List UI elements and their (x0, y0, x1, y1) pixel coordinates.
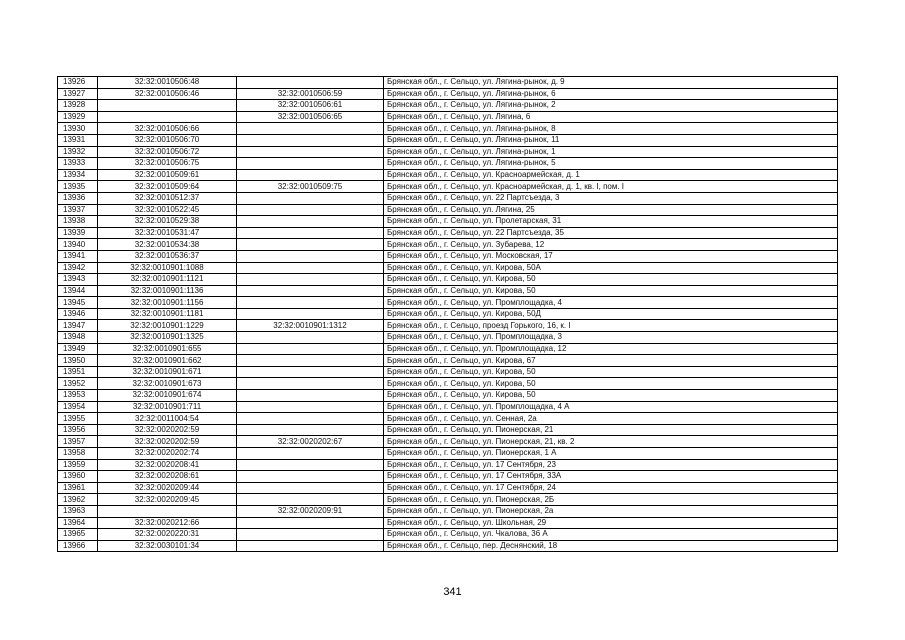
address-cell: Брянская обл., г. Сельцо, ул. Пионерская, 2а (384, 505, 838, 517)
row-number-cell: 13964 (58, 517, 98, 529)
row-number-cell: 13962 (58, 494, 98, 506)
address-cell: Брянская обл., г. Сельцо, ул. Лягина, 6 (384, 111, 838, 123)
related-cadastral-number-cell (237, 134, 384, 146)
related-cadastral-number-cell (237, 285, 384, 297)
row-number-cell: 13941 (58, 250, 98, 262)
table-row (58, 123, 838, 135)
table-row (58, 227, 838, 239)
address-cell: Брянская обл., г. Сельцо, ул. 22 Партсъезда, 35 (384, 227, 838, 239)
row-number-cell: 13948 (58, 332, 98, 344)
row-number-cell: 13960 (58, 471, 98, 483)
table-row (58, 77, 838, 89)
cadastral-number-cell: 32:32:0010531:47 (98, 227, 237, 239)
table-row (58, 134, 838, 146)
cadastral-number-cell: 32:32:0010534:38 (98, 239, 237, 251)
related-cadastral-number-cell: 32:32:0020209:91 (237, 505, 384, 517)
table-row (58, 448, 838, 460)
table-row (58, 192, 838, 204)
address-cell: Брянская обл., г. Сельцо, ул. 17 Сентября, 33А (384, 471, 838, 483)
cadastral-number-cell (98, 505, 237, 517)
cadastral-number-cell: 32:32:0020208:41 (98, 459, 237, 471)
table-row (58, 355, 838, 367)
related-cadastral-number-cell (237, 123, 384, 135)
address-cell: Брянская обл., г. Сельцо, ул. 22 Партсъезда, 3 (384, 192, 838, 204)
related-cadastral-number-cell (237, 192, 384, 204)
row-number-cell: 13951 (58, 366, 98, 378)
cadastral-number-cell: 32:32:0010901:1136 (98, 285, 237, 297)
page-number: 341 (443, 586, 462, 598)
table-row (58, 505, 838, 517)
table-row (58, 320, 838, 332)
related-cadastral-number-cell (237, 401, 384, 413)
table-row (58, 424, 838, 436)
table-row (58, 529, 838, 541)
address-cell: Брянская обл., г. Сельцо, ул. Пролетарская, 31 (384, 216, 838, 228)
address-cell: Брянская обл., г. Сельцо, ул. Кирова, 50А (384, 262, 838, 274)
table-row (58, 378, 838, 390)
registry-table-body (58, 77, 838, 552)
related-cadastral-number-cell (237, 297, 384, 309)
table-row (58, 401, 838, 413)
table-row (58, 436, 838, 448)
table-row (58, 204, 838, 216)
row-number-cell: 13959 (58, 459, 98, 471)
cadastral-number-cell (98, 100, 237, 112)
cadastral-number-cell: 32:32:0011004:54 (98, 413, 237, 425)
cadastral-number-cell: 32:32:0010506:46 (98, 88, 237, 100)
cadastral-number-cell: 32:32:0010901:711 (98, 401, 237, 413)
cadastral-number-cell: 32:32:0010506:75 (98, 158, 237, 170)
row-number-cell: 13936 (58, 192, 98, 204)
row-number-cell: 13953 (58, 390, 98, 402)
row-number-cell: 13935 (58, 181, 98, 193)
table-row (58, 390, 838, 402)
cadastral-number-cell: 32:32:0020209:44 (98, 482, 237, 494)
row-number-cell: 13940 (58, 239, 98, 251)
cadastral-number-cell: 32:32:0010901:1121 (98, 274, 237, 286)
cadastral-number-cell: 32:32:0010901:1325 (98, 332, 237, 344)
related-cadastral-number-cell (237, 355, 384, 367)
cadastral-number-cell: 32:32:0010506:70 (98, 134, 237, 146)
row-number-cell: 13950 (58, 355, 98, 367)
related-cadastral-number-cell (237, 424, 384, 436)
table-row (58, 158, 838, 170)
row-number-cell: 13947 (58, 320, 98, 332)
cadastral-number-cell: 32:32:0010901:1229 (98, 320, 237, 332)
row-number-cell: 13945 (58, 297, 98, 309)
row-number-cell: 13944 (58, 285, 98, 297)
row-number-cell: 13939 (58, 227, 98, 239)
address-cell: Брянская обл., г. Сельцо, ул. Московская, 17 (384, 250, 838, 262)
table-row (58, 88, 838, 100)
address-cell: Брянская обл., г. Сельцо, ул. Красноармейская, д. 1, кв. I, пом. I (384, 181, 838, 193)
table-row (58, 239, 838, 251)
related-cadastral-number-cell: 32:32:0010506:61 (237, 100, 384, 112)
address-cell: Брянская обл., г. Сельцо, ул. Чкалова, 36 А (384, 529, 838, 541)
cadastral-number-cell: 32:32:0010506:72 (98, 146, 237, 158)
row-number-cell: 13956 (58, 424, 98, 436)
row-number-cell: 13931 (58, 134, 98, 146)
row-number-cell: 13954 (58, 401, 98, 413)
related-cadastral-number-cell (237, 494, 384, 506)
table-row (58, 100, 838, 112)
table-row (58, 366, 838, 378)
related-cadastral-number-cell (237, 517, 384, 529)
row-number-cell: 13928 (58, 100, 98, 112)
related-cadastral-number-cell (237, 529, 384, 541)
related-cadastral-number-cell (237, 459, 384, 471)
address-cell: Брянская обл., г. Сельцо, проезд Горького, 16, к. I (384, 320, 838, 332)
cadastral-number-cell: 32:32:0010506:48 (98, 77, 237, 89)
cadastral-number-cell: 32:32:0010509:61 (98, 169, 237, 181)
address-cell: Брянская обл., г. Сельцо, ул. Лягина-рынок, 2 (384, 100, 838, 112)
cadastral-number-cell: 32:32:0020212:66 (98, 517, 237, 529)
table-row (58, 250, 838, 262)
table-row (58, 540, 838, 552)
table-row (58, 343, 838, 355)
cadastral-number-cell: 32:32:0010901:662 (98, 355, 237, 367)
cadastral-number-cell: 32:32:0020202:59 (98, 436, 237, 448)
address-cell: Брянская обл., г. Сельцо, ул. Пионерская, 1 А (384, 448, 838, 460)
address-cell: Брянская обл., г. Сельцо, ул. Лягина, 25 (384, 204, 838, 216)
address-cell: Брянская обл., г. Сельцо, ул. Сенная, 2а (384, 413, 838, 425)
related-cadastral-number-cell (237, 332, 384, 344)
cadastral-number-cell: 32:32:0020208:61 (98, 471, 237, 483)
table-row (58, 459, 838, 471)
table-row (58, 262, 838, 274)
table-row (58, 216, 838, 228)
address-cell: Брянская обл., г. Сельцо, ул. Лягина-рынок, 5 (384, 158, 838, 170)
cadastral-number-cell: 32:32:0030101:34 (98, 540, 237, 552)
cadastral-number-cell: 32:32:0010901:671 (98, 366, 237, 378)
cadastral-number-cell: 32:32:0020202:74 (98, 448, 237, 460)
related-cadastral-number-cell (237, 413, 384, 425)
related-cadastral-number-cell (237, 169, 384, 181)
address-cell: Брянская обл., г. Сельцо, ул. Зубарева, 12 (384, 239, 838, 251)
table-row (58, 517, 838, 529)
related-cadastral-number-cell (237, 482, 384, 494)
related-cadastral-number-cell: 32:32:0020202:67 (237, 436, 384, 448)
address-cell: Брянская обл., г. Сельцо, ул. Красноармейская, д. 1 (384, 169, 838, 181)
address-cell: Брянская обл., г. Сельцо, ул. Школьная, 29 (384, 517, 838, 529)
table-row (58, 181, 838, 193)
cadastral-number-cell: 32:32:0010901:1181 (98, 308, 237, 320)
cadastral-number-cell: 32:32:0010536:37 (98, 250, 237, 262)
cadastral-number-cell: 32:32:0010901:655 (98, 343, 237, 355)
cadastral-number-cell: 32:32:0020209:45 (98, 494, 237, 506)
related-cadastral-number-cell (237, 216, 384, 228)
table-row (58, 308, 838, 320)
row-number-cell: 13949 (58, 343, 98, 355)
related-cadastral-number-cell (237, 308, 384, 320)
address-cell: Брянская обл., г. Сельцо, ул. Лягина-рынок, 11 (384, 134, 838, 146)
related-cadastral-number-cell: 32:32:0010901:1312 (237, 320, 384, 332)
row-number-cell: 13961 (58, 482, 98, 494)
address-cell: Брянская обл., г. Сельцо, ул. Лягина-рынок, 6 (384, 88, 838, 100)
address-cell: Брянская обл., г. Сельцо, ул. Лягина-рынок, 1 (384, 146, 838, 158)
row-number-cell: 13934 (58, 169, 98, 181)
address-cell: Брянская обл., г. Сельцо, ул. Кирова, 50 (384, 390, 838, 402)
cadastral-number-cell: 32:32:0010512:37 (98, 192, 237, 204)
address-cell: Брянская обл., г. Сельцо, ул. 17 Сентября, 23 (384, 459, 838, 471)
row-number-cell: 13932 (58, 146, 98, 158)
row-number-cell: 13933 (58, 158, 98, 170)
row-number-cell: 13955 (58, 413, 98, 425)
row-number-cell: 13963 (58, 505, 98, 517)
address-cell: Брянская обл., г. Сельцо, ул. Кирова, 67 (384, 355, 838, 367)
cadastral-number-cell: 32:32:0010901:673 (98, 378, 237, 390)
cadastral-number-cell: 32:32:0010509:64 (98, 181, 237, 193)
address-cell: Брянская обл., г. Сельцо, ул. Пионерская, 2Б (384, 494, 838, 506)
address-cell: Брянская обл., г. Сельцо, ул. Промплощадка, 12 (384, 343, 838, 355)
related-cadastral-number-cell (237, 540, 384, 552)
row-number-cell: 13937 (58, 204, 98, 216)
address-cell: Брянская обл., г. Сельцо, ул. Промплощадка, 3 (384, 332, 838, 344)
cadastral-number-cell: 32:32:0010529:38 (98, 216, 237, 228)
related-cadastral-number-cell (237, 239, 384, 251)
row-number-cell: 13943 (58, 274, 98, 286)
table-row (58, 471, 838, 483)
address-cell: Брянская обл., г. Сельцо, ул. Лягина-рынок, д. 9 (384, 77, 838, 89)
related-cadastral-number-cell (237, 343, 384, 355)
cadastral-number-cell: 32:32:0010901:674 (98, 390, 237, 402)
related-cadastral-number-cell (237, 227, 384, 239)
cadastral-number-cell: 32:32:0010901:1156 (98, 297, 237, 309)
table-row (58, 482, 838, 494)
row-number-cell: 13966 (58, 540, 98, 552)
cadastral-number-cell (98, 111, 237, 123)
address-cell: Брянская обл., г. Сельцо, ул. Пионерская, 21, кв. 2 (384, 436, 838, 448)
related-cadastral-number-cell (237, 448, 384, 460)
row-number-cell: 13926 (58, 77, 98, 89)
row-number-cell: 13930 (58, 123, 98, 135)
table-row (58, 169, 838, 181)
related-cadastral-number-cell (237, 204, 384, 216)
related-cadastral-number-cell: 32:32:0010506:59 (237, 88, 384, 100)
row-number-cell: 13965 (58, 529, 98, 541)
table-row (58, 297, 838, 309)
address-cell: Брянская обл., г. Сельцо, ул. Кирова, 50 (384, 274, 838, 286)
table-row (58, 111, 838, 123)
table-row (58, 285, 838, 297)
row-number-cell: 13958 (58, 448, 98, 460)
cadastral-number-cell: 32:32:0020220:31 (98, 529, 237, 541)
address-cell: Брянская обл., г. Сельцо, ул. Кирова, 50Д (384, 308, 838, 320)
table-row (58, 274, 838, 286)
address-cell: Брянская обл., г. Сельцо, ул. Лягина-рынок, 8 (384, 123, 838, 135)
address-cell: Брянская обл., г. Сельцо, ул. Кирова, 50 (384, 285, 838, 297)
related-cadastral-number-cell (237, 158, 384, 170)
address-cell: Брянская обл., г. Сельцо, пер. Деснянский, 18 (384, 540, 838, 552)
row-number-cell: 13942 (58, 262, 98, 274)
cadastral-number-cell: 32:32:0010522:45 (98, 204, 237, 216)
related-cadastral-number-cell (237, 274, 384, 286)
cadastral-number-cell: 32:32:0020202:59 (98, 424, 237, 436)
address-cell: Брянская обл., г. Сельцо, ул. Промплощадка, 4 (384, 297, 838, 309)
row-number-cell: 13957 (58, 436, 98, 448)
address-cell: Брянская обл., г. Сельцо, ул. Промплощадка, 4 А (384, 401, 838, 413)
table-row (58, 494, 838, 506)
row-number-cell: 13938 (58, 216, 98, 228)
address-cell: Брянская обл., г. Сельцо, ул. Кирова, 50 (384, 378, 838, 390)
address-cell: Брянская обл., г. Сельцо, ул. Пионерская, 21 (384, 424, 838, 436)
related-cadastral-number-cell (237, 250, 384, 262)
related-cadastral-number-cell (237, 390, 384, 402)
table-row (58, 413, 838, 425)
address-cell: Брянская обл., г. Сельцо, ул. Кирова, 50 (384, 366, 838, 378)
related-cadastral-number-cell: 32:32:0010506:65 (237, 111, 384, 123)
row-number-cell: 13946 (58, 308, 98, 320)
cadastral-number-cell: 32:32:0010506:66 (98, 123, 237, 135)
related-cadastral-number-cell: 32:32:0010509:75 (237, 181, 384, 193)
table-row (58, 146, 838, 158)
related-cadastral-number-cell (237, 366, 384, 378)
related-cadastral-number-cell (237, 378, 384, 390)
related-cadastral-number-cell (237, 146, 384, 158)
related-cadastral-number-cell (237, 77, 384, 89)
address-cell: Брянская обл., г. Сельцо, ул. 17 Сентября, 24 (384, 482, 838, 494)
row-number-cell: 13952 (58, 378, 98, 390)
cadastral-number-cell: 32:32:0010901:1088 (98, 262, 237, 274)
property-registry-table (57, 76, 838, 552)
row-number-cell: 13927 (58, 88, 98, 100)
row-number-cell: 13929 (58, 111, 98, 123)
related-cadastral-number-cell (237, 471, 384, 483)
table-row (58, 332, 838, 344)
related-cadastral-number-cell (237, 262, 384, 274)
